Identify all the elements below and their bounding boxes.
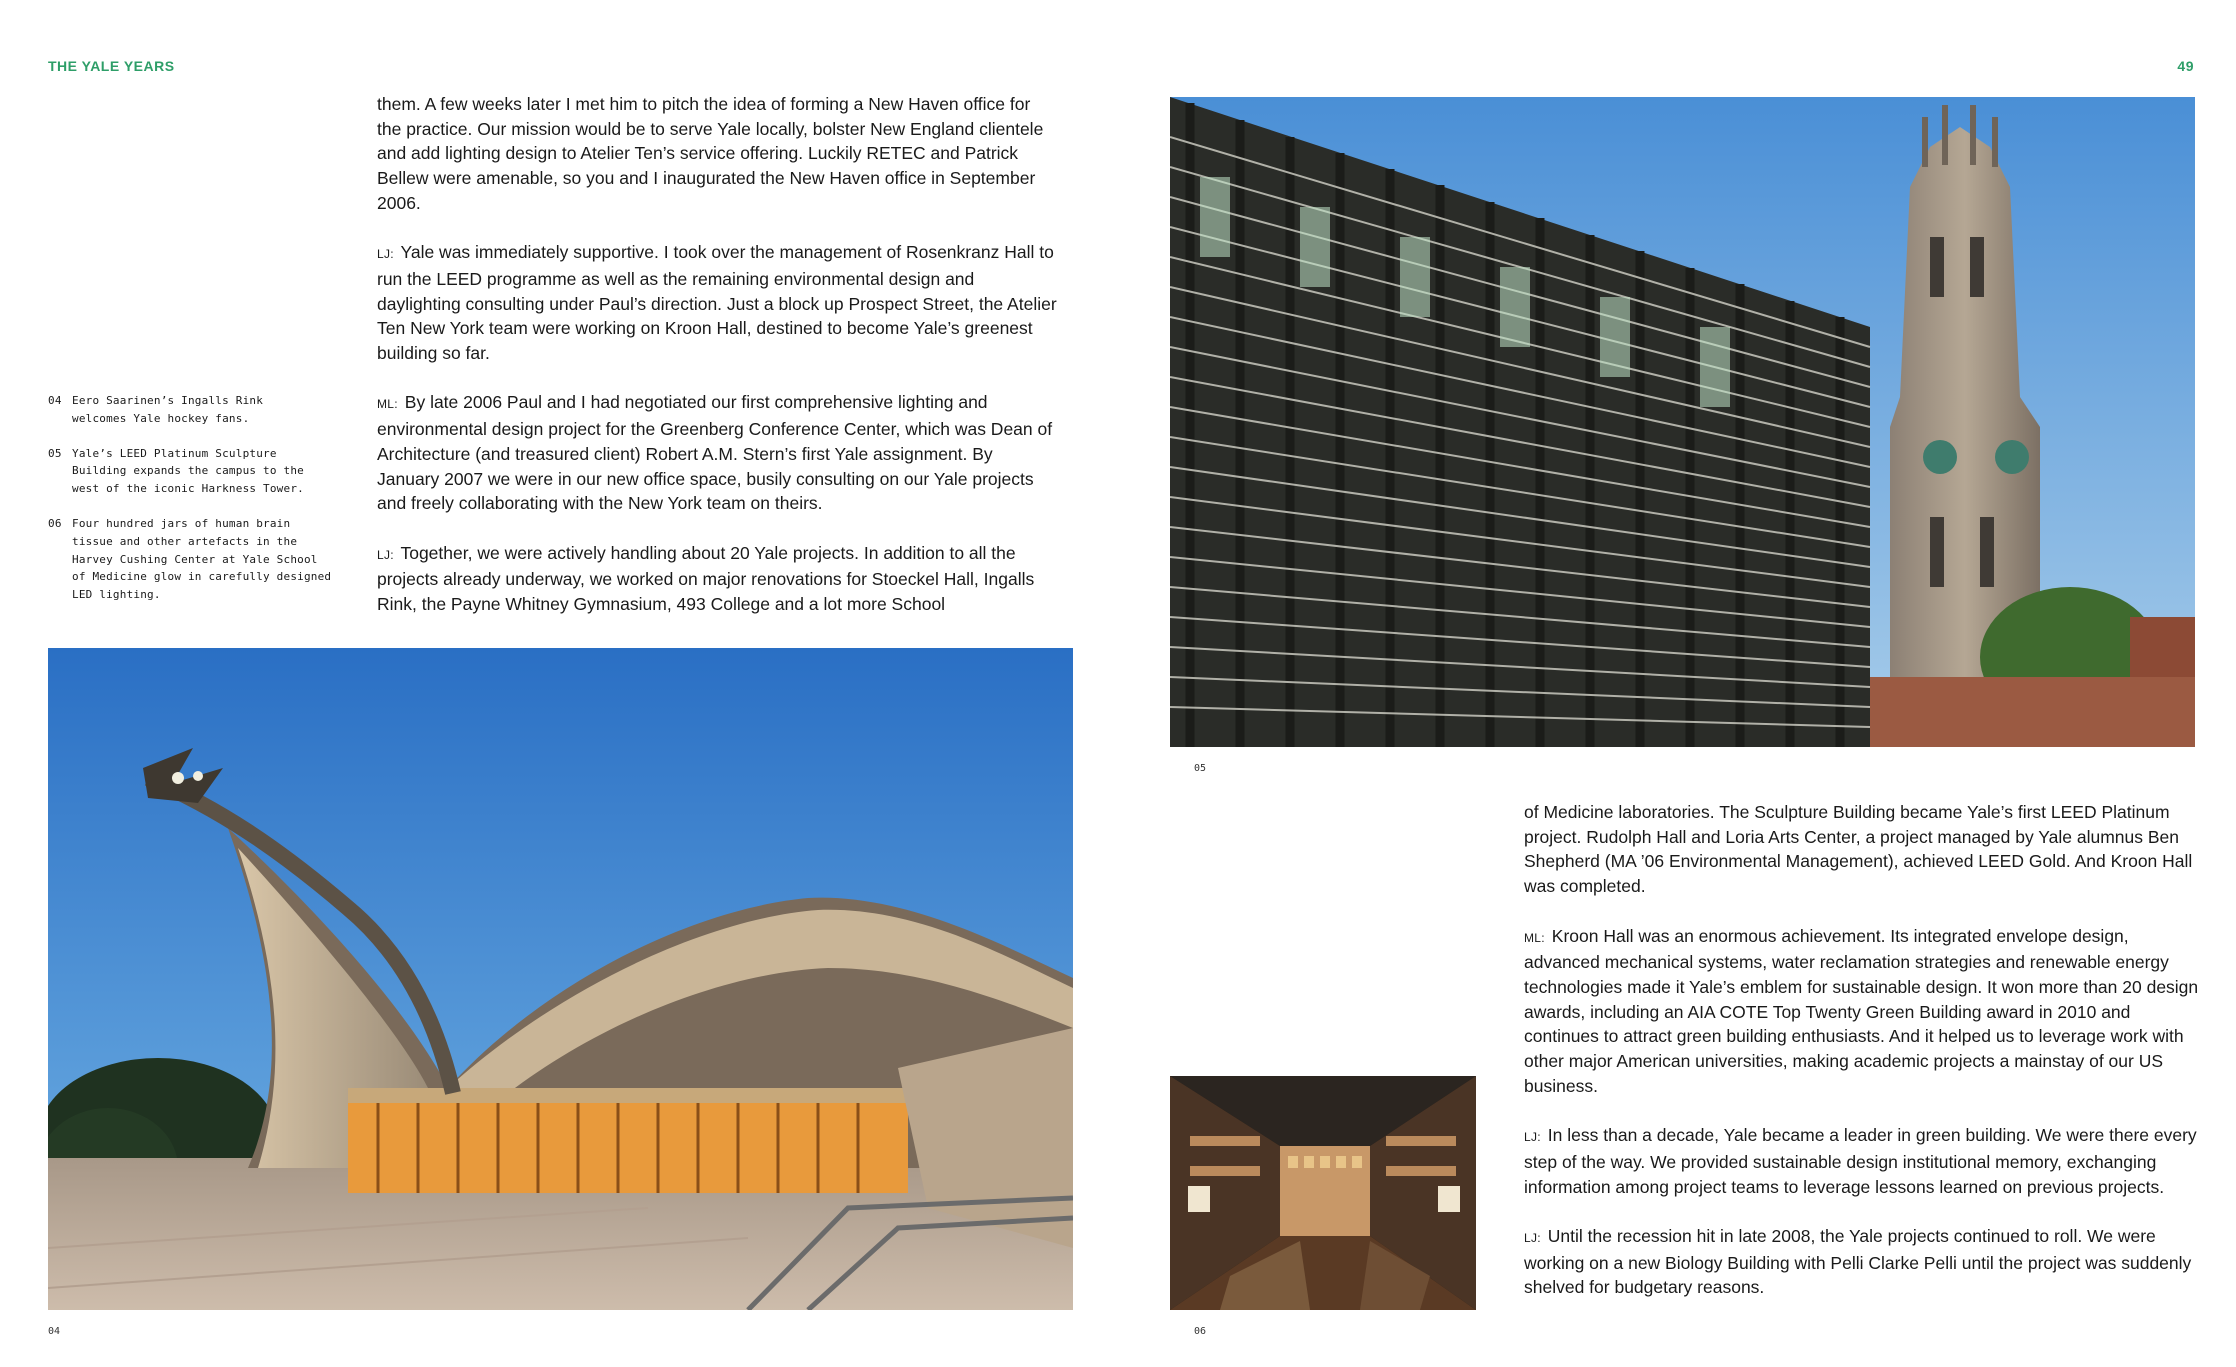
speaker-initials: LJ: xyxy=(1524,1230,1541,1245)
paragraph xyxy=(377,92,1057,216)
caption-05 xyxy=(48,445,334,498)
paragraph xyxy=(377,390,1057,516)
paragraph-text: Until the recession hit in late 2008, the Yale projects continued to roll. We were working on a new Biology Building with Pelli Clarke Pelli until the project was suddenly shelved for budgetary reasons. xyxy=(1524,1225,2192,1298)
photo-sculpture-building xyxy=(1170,97,2195,747)
paragraph-text: of Medicine laboratories. The Sculpture Building became Yale’s first LEED Platinum project. Rudolph Hall and Loria Arts Center, a project managed by Yale alumnus Ben Shepherd (MA ’06 Environmental Management), achieved LEED Gold. And Kroon Hall was completed. xyxy=(1524,802,2193,897)
paragraph xyxy=(377,240,1057,366)
paragraph-text: Together, we were actively handling about 20 Yale projects. In addition to all the projects already underway, we worked on major renovations for Stoeckel Hall, Ingalls Rink, the Payne Whitney Gymnasium, 493 College and a lot more School xyxy=(377,542,1035,615)
paragraph-text: them. A few weeks later I met him to pitch the idea of forming a New Haven office for the practice. Our mission would be to serve Yale locally, bolster New England clientele and add lighting design to Atelier Ten’s service offering. Luckily RETEC and Patrick Bellew were amenable, so you and I inaugurated the New Haven office in September 2006. xyxy=(377,94,1044,213)
paragraph-text: Yale was immediately supportive. I took over the management of Rosenkranz Hall to run the LEED programme as well as the remaining environmental design and daylighting consulting under Paul’s direction. Just a block up Prospect Street, the Atelier Ten New York team were working on Kroon Hall, destined to become Yale’s greenest building so far. xyxy=(377,242,1057,364)
speaker-initials: LJ: xyxy=(377,247,394,262)
speaker-initials: ML: xyxy=(377,397,398,412)
caption-list xyxy=(48,392,334,621)
paragraph xyxy=(1524,1224,2199,1300)
body-column-left xyxy=(377,92,1057,641)
body-column-right xyxy=(1524,800,2199,1325)
paragraph xyxy=(377,541,1057,617)
paragraph-text: In less than a decade, Yale became a leader in green building. We were there every step of the way. We provided sustainable design institutional memory, exchanging information among project teams to leverage lessons learned on previous projects. xyxy=(1524,1125,2197,1197)
caption-06 xyxy=(48,515,334,604)
caption-04 xyxy=(48,392,334,428)
speaker-initials: ML: xyxy=(1524,930,1545,945)
paragraph xyxy=(1524,800,2199,899)
paragraph-text: By late 2006 Paul and I had negotiated our first comprehensive lighting and environmental design project for the Greenberg Conference Center, which was Dean of Architecture (and treasured client) Robert A.M. Stern’s first Yale assignment. By January 2007 we were in our new office space, busily consulting on our Yale projects and freely collaborating with the New York team on theirs. xyxy=(377,392,1053,514)
photo-ingalls-rink xyxy=(48,648,1073,1310)
paragraph-text: Kroon Hall was an enormous achievement. Its integrated envelope design, advanced mechanical systems, water reclamation strategies and renewable energy technologies made it Yale’s emblem for sustainable design. It won more than 20 design awards, including an AIA COTE Top Twenty Green Building award in 2010 and continues to attract green building enthusiasts. And it helped us to leverage work with other major American universities, making academic projects a mainstay of our US business. xyxy=(1524,925,2199,1096)
paragraph xyxy=(1524,1123,2199,1199)
figure-label: 04 xyxy=(48,1326,61,1337)
figure-label: 05 xyxy=(1194,763,1207,774)
caption-number: 04 xyxy=(48,394,62,407)
caption-number: 05 xyxy=(48,446,62,460)
caption-text: Yale’s LEED Platinum Sculpture Building expands the campus to the west of the iconic Harkness Tower. xyxy=(72,446,304,496)
figure-label: 06 xyxy=(1194,1326,1207,1337)
paragraph xyxy=(1524,924,2199,1099)
speaker-initials: LJ: xyxy=(1524,1130,1541,1145)
running-head-title: THE YALE YEARS xyxy=(48,58,175,74)
caption-text: Eero Saarinen’s Ingalls Rink welcomes Yale hockey fans. xyxy=(72,394,264,425)
caption-number: 06 xyxy=(48,516,62,530)
speaker-initials: LJ: xyxy=(377,547,394,562)
photo-cushing-center xyxy=(1170,1076,1476,1310)
caption-text: Four hundred jars of human brain tissue and other artefacts in the Harvey Cushing Center at Yale School of Medicine glow in carefully designed LED lighting. xyxy=(72,516,332,602)
page-number: 49 xyxy=(2177,58,2194,74)
